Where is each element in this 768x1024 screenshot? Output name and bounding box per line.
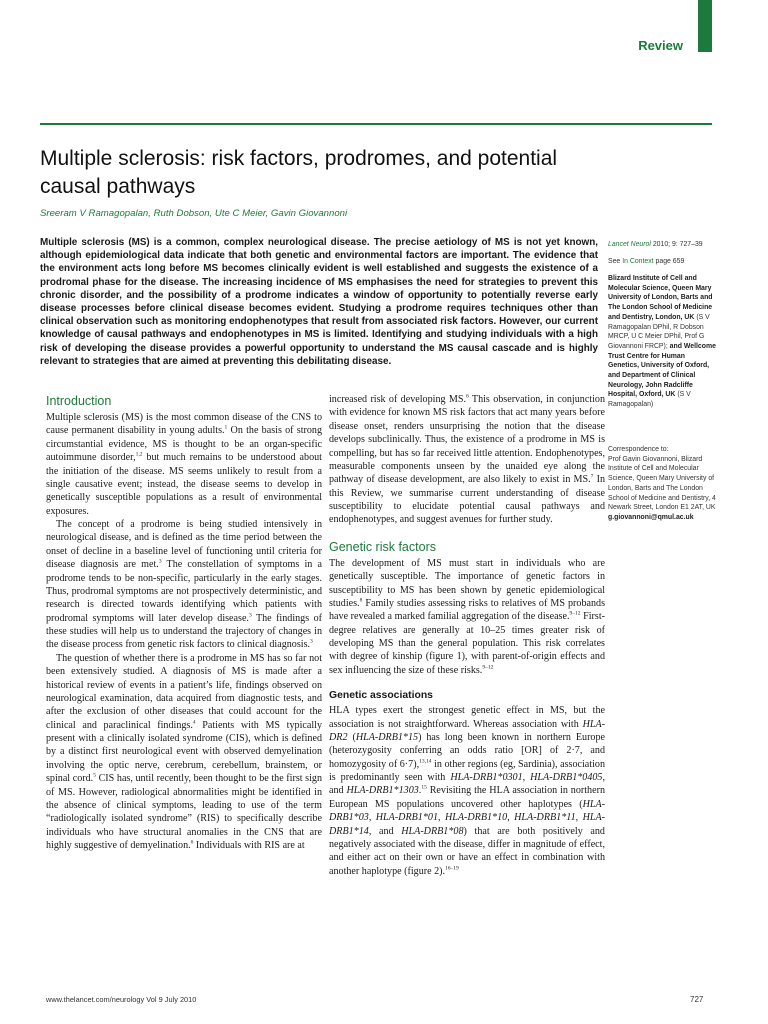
footer-date: July 2010 bbox=[164, 995, 197, 1004]
page-number: 727 bbox=[690, 995, 704, 1004]
header-rule bbox=[40, 123, 712, 125]
heading-genetic-risk-factors: Genetic risk factors bbox=[329, 539, 436, 554]
paragraph: Multiple sclerosis (MS) is the most common disease of the CNS to cause permanent disability in young adults.$^1$ On the basis of strong circumstantial evidence, MS is thought to be an organ-specific autoimmune disorder,$^{1,2}$ but much remains to be understood about the initiation of the disease. MS seems unlikely to result from a single causative event; instead, the disease seems to develop in genetically susceptible populations as a result of environmental exposures. bbox=[46, 412, 322, 517]
paragraph: HLA types exert the strongest genetic effect in MS, but the association is not straightforward. Whereas association with HLA-DR2 (HLA-DRB1*15) has long been known in northern Europe (heterozygosity conferring an odds ratio [OR] of 2·7, and homozygosity of 6·7),$^{13,14}$ in other regions (eg, Sardinia), association is predominantly seen with HLA-DRB1*0301, HLA-DRB1*0405, and HLA-DRB1*1303.15 Revisiting the HLA association in northern European MS populations uncovered other haplotypes (HLA-DRB1*03, HLA-DRB1*01, HLA-DRB1*10, HLA-DRB1*11, HLA-DRB1*14, and HLA-DRB1*08) that are both positively and negatively associated with the disease, differ in magnitude of effect, and either act on their own or have an effect in combination with another haplotype (figure 2).$^{16-19}$ bbox=[329, 705, 606, 877]
in-context-link[interactable]: In Context bbox=[622, 258, 654, 265]
footer-volume: Vol 9 bbox=[146, 995, 163, 1004]
footer-source bbox=[46, 995, 196, 1004]
footer-url[interactable]: www.thelancet.com/neurology bbox=[46, 995, 145, 1004]
heading-genetic-associations: Genetic associations bbox=[329, 690, 433, 702]
paragraph: increased risk of developing MS.$^6$ This observation, in conjunction with evidence for known MS risk factors that act many years before disease onset, renders unsurprising the notion that the disease develops subclinically. Thus, the existence of a prodrome in MS is compelling, but has so far received little attention. Endophenotypes, measurable components unseen by the unaided eye along the pathway of disease development, are also likely to exist in MS.$^7$ In this Review, we summarise current understanding of disease susceptibility to elucidate potential causal pathways and endophenotypes, and suggest avenues for further study. bbox=[329, 393, 606, 526]
affiliation-1-people: (S V Ramagopalan DPhil, R Dobson MRCP, U C Meier DPhil, Prof G Giovannoni FRCP); bbox=[608, 313, 710, 350]
abstract: Multiple sclerosis (MS) is a common, complex neurological disease. The precise aetiology of MS is not yet known, although epidemiological data indicate that both genetic and environmental factors are important. The evidence that the environment acts long before MS becomes clinically evident is well established and suggests the existence of a prodromal phase for the disease. The increasing incidence of MS emphasises the need for strategies to prevent this chronic disorder, and the possibility of a prodrome indicates a window of opportunity to potentially reverse early disease processes before clinical disease becomes evident. Studying a prodrome requires techniques other than clinical observation such as monitoring endophenotypes that result from associated risk factors. However, our current knowledge of causal pathways and endophenotypes in MS is limited. Identifying and studying individuals with a high risk of developing the disease provides a powerful opportunity to understand the MS causal cascade and is highly relevant to strategies that are aimed at preventing this debilitating disease. bbox=[40, 237, 598, 367]
affiliation-2-people: (S V Ramagopalan) bbox=[608, 391, 691, 409]
article-title: Multiple sclerosis: risk factors, prodromes, and potential causal pathways bbox=[40, 147, 558, 198]
affiliation-2: Wellcome Trust Centre for Human Genetics, University of Oxford, and Department of Clinical Neurology, John Radcliffe Hospital, Oxford, UK bbox=[608, 342, 716, 399]
correspondence-address: Prof Gavin Giovannoni, Blizard Institute of Cell and Molecular Science, Queen Mary University of London, Barts and The London School of Medicine and Dentistry, 4 Newark Street, London E1 2AT, UK bbox=[608, 455, 716, 512]
paragraph: The concept of a prodrome is being studied intensively in neurological disease, and is defined as the time period between the onset of decline in a baseline level of functioning until criteria for disease diagnosis are met.$^3$ The constellation of symptoms in a prodrome tends to be non-specific, particularly in the early stages. Thus, prodromal symptoms are not prospectively deterministic, and research is directed towards identifying which patients with prodromal symptoms will later develop disease.$^3$ The findings of these studies will help us to understand the trajectory of changes in the disease process from genetic risk factors to clinical diagnosis.$^3$ bbox=[46, 519, 322, 651]
affiliation-1: Blizard Institute of Cell and Molecular Science, Queen Mary University of London, Barts and The London School of Medicine and Dentistry, London, UK bbox=[608, 275, 713, 321]
citation-detail: 2010; 9: 727–39 bbox=[652, 241, 703, 248]
see-also: See In Context page 659 bbox=[608, 258, 685, 265]
citation-journal: Lancet Neurol bbox=[608, 241, 651, 248]
body-column-1 bbox=[46, 393, 322, 852]
correspondence bbox=[608, 445, 716, 523]
citation bbox=[608, 240, 716, 250]
correspondence-label: Correspondence to: bbox=[608, 446, 669, 453]
paragraph: The development of MS must start in individuals who are genetically susceptible. The importance of genetic factors in susceptibility to MS has been shown by genetic epidemiological studies.$^8$ Family studies assessing risks to relatives of MS probands have revealed a marked familial aggregation of the disease.$^{9-12}$ First-degree relatives are generally at 10–25 times greater risk of developing MS than the general population. This risk correlates with degree of kinship (figure 1), with parent-of-origin effects and sex influencing the size of these risks.$^{9-12}$ bbox=[329, 557, 605, 676]
paragraph: The question of whether there is a prodrome in MS has so far not been extensively studied. A diagnosis of MS is made after a historical review of events in a patient’s life, findings observed on neurological examination, data acquired from diagnostic tests, and after the exclusion of other diseases that could account for the clinical and paraclinical findings.$^4$ Patients with MS typically present with a clinically isolated syndrome (CIS), which is defined by a distinct first neurological event with observed demyelination involving the optic nerve, cerebrum, cerebellum, brainstem, or spinal cord.$^5$ CIS has, until recently, been thought to be the first sign of MS. However, radiological abnormalities might be identified in the absence of clinical symptoms, leading to use of the term “radiologically isolated syndrome” (RIS) to specifically describe individuals who have structural anomalies in the CNS that are highly suggestive of demyelination.$^6$ Individuals with RIS are at bbox=[46, 652, 323, 851]
heading-introduction: Introduction bbox=[46, 394, 112, 408]
correspondence-email[interactable]: g.giovannoni@qmul.ac.uk bbox=[608, 513, 694, 521]
body-column-2 bbox=[329, 393, 605, 878]
author-list: Sreeram V Ramagopalan, Ruth Dobson, Ute C Meier, Gavin Giovannoni bbox=[40, 208, 348, 219]
section-label: Review bbox=[638, 38, 683, 53]
section-color-tab bbox=[698, 0, 712, 52]
affiliations: Blizard Institute of Cell and Molecular Science, Queen Mary University of London, Barts and The London School of Medicine and Dentistry, London, UK (S V Ramagopalan DPhil, R Dobson MRCP, U C Meier DPhil, Prof G Giovannoni FRCP); and Wellcome Trust Centre for Human Genetics, University of Oxford, and Department of Clinical Neurology, John Radcliffe Hospital, Oxford, UK (S V Ramagopalan) bbox=[608, 275, 716, 409]
